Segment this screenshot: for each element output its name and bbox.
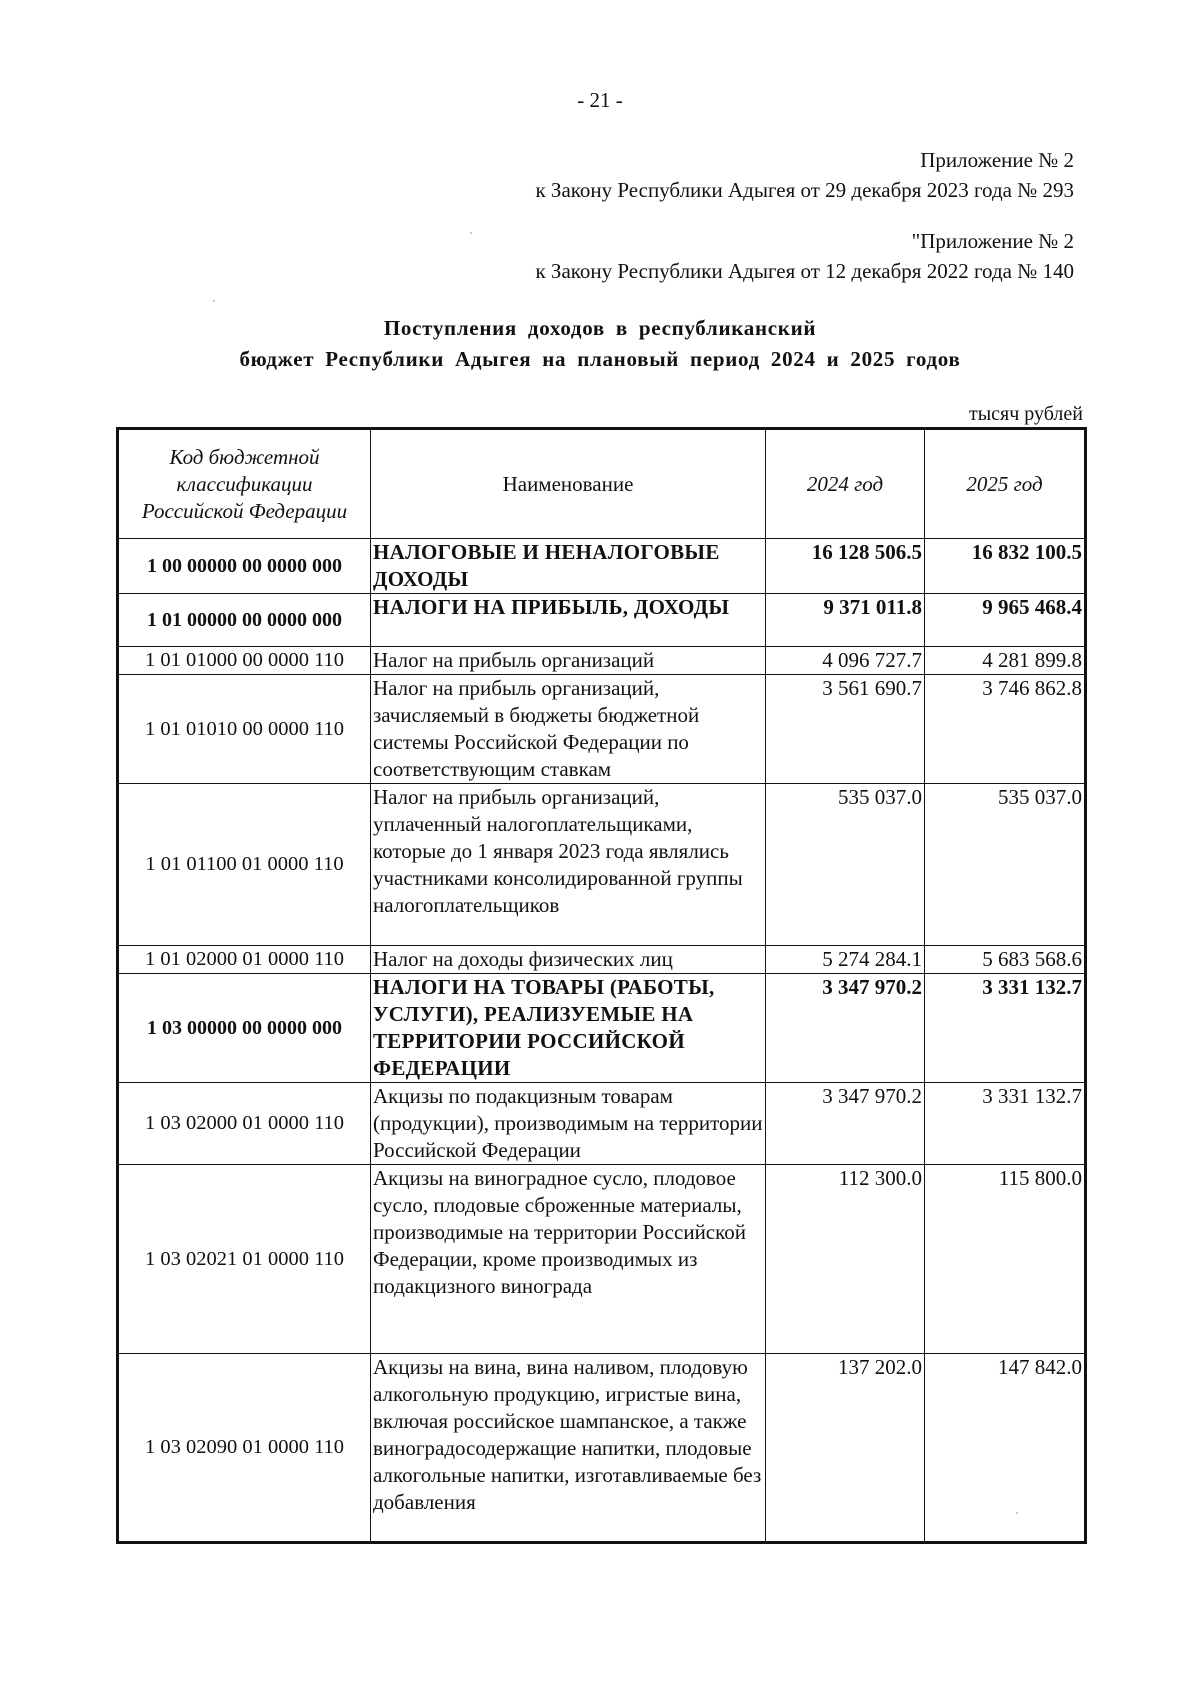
row-value-2024: 5 274 284.1 (766, 946, 925, 974)
row-value-2025: 147 842.0 (925, 1354, 1086, 1543)
appendix-current-line1: Приложение № 2 (920, 148, 1074, 172)
row-value-2025: 9 965 468.4 (925, 594, 1086, 647)
row-value-2025: 3 331 132.7 (925, 1083, 1086, 1165)
header-year-2025: 2025 год (925, 429, 1086, 539)
appendix-previous-line1: "Приложение № 2 (911, 229, 1074, 253)
row-value-2024: 3 347 970.2 (766, 1083, 925, 1165)
row-value-2024: 535 037.0 (766, 784, 925, 946)
table-row (118, 946, 1086, 974)
row-name: Налог на прибыль организаций, уплаченный налогоплательщиками, которые до 1 января 2023 года являлись участниками консолидированной группы налогоплательщиков (371, 784, 766, 946)
row-value-2025: 3 331 132.7 (925, 974, 1086, 1083)
header-code-line1: Код бюджетной (169, 444, 320, 469)
row-value-2025: 3 746 862.8 (925, 675, 1086, 784)
row-value-2024: 3 561 690.7 (766, 675, 925, 784)
appendix-previous-line2: к Закону Республики Адыгея от 12 декабря 2022 года № 140 (535, 259, 1074, 283)
header-name: Наименование (371, 429, 766, 539)
row-code: 1 01 02000 01 0000 110 (118, 946, 371, 974)
table-row (118, 1083, 1086, 1165)
header-code-line2: классификации (176, 471, 313, 496)
row-name: Налог на прибыль организаций, зачисляемый в бюджеты бюджетной системы Российской Федерации по соответствующим ставкам (371, 675, 766, 784)
row-name: НАЛОГОВЫЕ И НЕНАЛОГОВЫЕ ДОХОДЫ (371, 539, 766, 594)
page-number: - 21 - (577, 88, 623, 112)
row-code: 1 03 02021 01 0000 110 (118, 1165, 371, 1354)
revenue-table (116, 427, 1087, 1544)
row-name: Акцизы на виноградное сусло, плодовое сусло, плодовые сброженные материалы, производимые на территории Российской Федерации, кроме производимых из подакцизного винограда (371, 1165, 766, 1354)
row-code: 1 03 02090 01 0000 110 (118, 1354, 371, 1543)
table-row (118, 974, 1086, 1083)
units-label: тысяч рублей (968, 403, 1083, 425)
table-row (118, 675, 1086, 784)
header-code-line3: Российской Федерации (141, 498, 348, 523)
row-code: 1 03 02000 01 0000 110 (118, 1083, 371, 1165)
row-value-2024: 16 128 506.5 (766, 539, 925, 594)
table-row (118, 784, 1086, 946)
table-row (118, 1165, 1086, 1354)
row-value-2024: 3 347 970.2 (766, 974, 925, 1083)
scan-speck (213, 300, 215, 302)
row-name: НАЛОГИ НА ПРИБЫЛЬ, ДОХОДЫ (371, 594, 766, 647)
appendix-current (535, 145, 1074, 205)
row-value-2024: 137 202.0 (766, 1354, 925, 1543)
row-code: 1 01 01100 01 0000 110 (118, 784, 371, 946)
row-value-2024: 4 096 727.7 (766, 647, 925, 675)
header-code (118, 429, 371, 539)
scan-speck (1016, 1512, 1018, 1514)
table-row (118, 1354, 1086, 1543)
row-code: 1 00 00000 00 0000 000 (118, 539, 371, 594)
row-value-2025: 5 683 568.6 (925, 946, 1086, 974)
document-title-line1: Поступления доходов в республиканский (383, 316, 817, 340)
appendix-previous (535, 226, 1074, 286)
table-row (118, 539, 1086, 594)
row-code: 1 03 00000 00 0000 000 (118, 974, 371, 1083)
document-title-line2: бюджет Республики Адыгея на плановый период 2024 и 2025 годов (239, 347, 961, 371)
table-row (118, 647, 1086, 675)
document-title (0, 313, 1200, 375)
row-code: 1 01 00000 00 0000 000 (118, 594, 371, 647)
row-name: Налог на доходы физических лиц (371, 946, 766, 974)
row-value-2025: 16 832 100.5 (925, 539, 1086, 594)
row-name: Налог на прибыль организаций (371, 647, 766, 675)
table-header-row (118, 429, 1086, 539)
table-row (118, 594, 1086, 647)
row-value-2024: 9 371 011.8 (766, 594, 925, 647)
row-name: НАЛОГИ НА ТОВАРЫ (РАБОТЫ, УСЛУГИ), РЕАЛИЗУЕМЫЕ НА ТЕРРИТОРИИ РОССИЙСКОЙ ФЕДЕРАЦИИ (371, 974, 766, 1083)
header-year-2024: 2024 год (766, 429, 925, 539)
scan-speck (470, 232, 472, 234)
row-value-2024: 112 300.0 (766, 1165, 925, 1354)
appendix-current-line2: к Закону Республики Адыгея от 29 декабря 2023 года № 293 (535, 178, 1074, 202)
row-name: Акцизы на вина, вина наливом, плодовую алкогольную продукцию, игристые вина, включая российское шампанское, а также виноградосодержащие напитки, плодовые алкогольные напитки, изготавливаемые без добавления (371, 1354, 766, 1543)
row-code: 1 01 01000 00 0000 110 (118, 647, 371, 675)
row-code: 1 01 01010 00 0000 110 (118, 675, 371, 784)
row-value-2025: 115 800.0 (925, 1165, 1086, 1354)
row-value-2025: 4 281 899.8 (925, 647, 1086, 675)
row-name: Акцизы по подакцизным товарам (продукции), производимым на территории Российской Федерации (371, 1083, 766, 1165)
row-value-2025: 535 037.0 (925, 784, 1086, 946)
